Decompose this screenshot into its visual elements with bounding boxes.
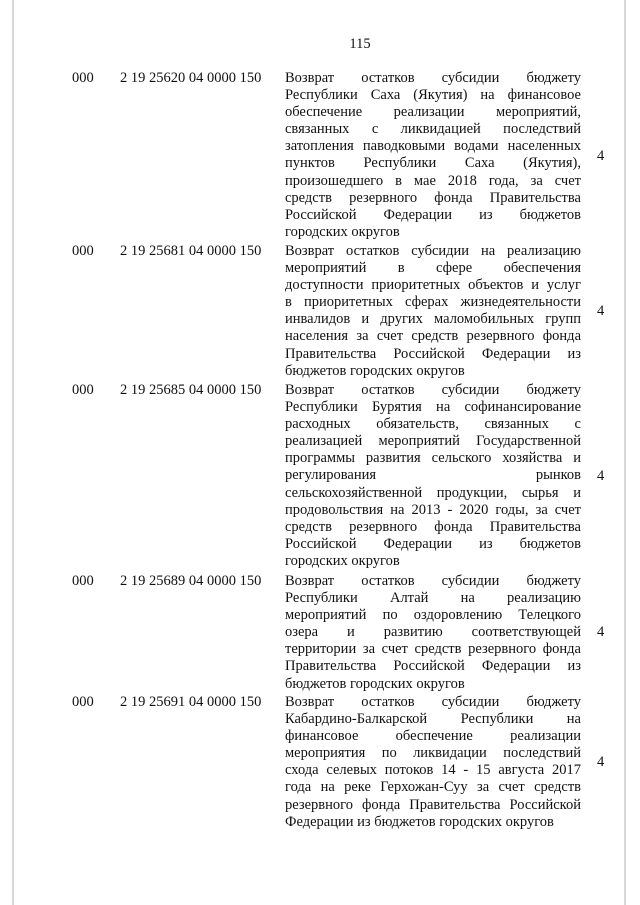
description-line: Возврат остатков субсидии на реализацию [285, 243, 581, 259]
description-line: пунктов Республики Саха (Якутия), [285, 155, 581, 172]
description-line: Правительства Российской Федерации из [285, 345, 581, 362]
description-line: реализацией мероприятий Государственной [285, 433, 581, 450]
admin-code: 000 [72, 243, 94, 259]
description-line: городских округов [285, 223, 400, 240]
description-line: резервного фонда Правительства Российской [285, 796, 581, 813]
description-line: Федерации из бюджетов городских округов [285, 813, 554, 830]
description-line: затопления паводковыми водами населенных [285, 138, 581, 155]
income-description [285, 694, 581, 831]
description-line: произошедшего в мае 2018 года, за счет [285, 172, 581, 189]
income-description [285, 70, 581, 241]
row-number: 4 [597, 303, 605, 319]
description-line: Возврат остатков субсидии бюджету [285, 70, 581, 86]
description-line: Российской Федерации из бюджетов [285, 206, 581, 223]
description-line: Республики Саха (Якутия) на финансовое [285, 87, 581, 104]
description-line: продовольствия на 2013 - 2020 годы, за счет [285, 501, 581, 518]
description-line: средств резервного фонда Правительства [285, 189, 581, 206]
admin-code: 000 [72, 70, 94, 86]
income-description [285, 243, 581, 380]
description-line: Кабардино-Балкарской Республики на [285, 711, 581, 728]
budget-classification-code: 2 19 25685 04 0000 150 [120, 382, 262, 398]
description-line: мероприятия по ликвидации последствий [285, 745, 581, 762]
description-line: Республики Бурятия на софинансирование [285, 399, 581, 416]
description-line: Возврат остатков субсидии бюджету [285, 382, 581, 398]
description-line: программы развития сельского хозяйства и [285, 450, 581, 467]
income-description [285, 573, 581, 693]
budget-classification-code: 2 19 25689 04 0000 150 [120, 573, 262, 589]
scan-edge-right [624, 0, 626, 905]
description-line: Российской Федерации из бюджетов [285, 535, 581, 552]
scan-edge-left [12, 0, 14, 905]
description-line: инвалидов и других маломобильных групп [285, 311, 581, 328]
description-line: регулирования рынков [285, 467, 581, 484]
description-line: доступности приоритетных объектов и услуг [285, 277, 581, 294]
description-line: Республики Алтай на реализацию [285, 590, 581, 607]
budget-classification-code: 2 19 25620 04 0000 150 [120, 70, 262, 86]
description-line: озера и развитию соответствующей [285, 624, 581, 641]
budget-classification-code: 2 19 25691 04 0000 150 [120, 694, 262, 710]
description-line: населения за счет средств резервного фонда [285, 328, 581, 345]
description-line: мероприятий по оздоровлению Телецкого [285, 607, 581, 624]
description-line: расходных обязательств, связанных с [285, 416, 581, 433]
description-line: территории за счет средств резервного фонда [285, 641, 581, 658]
description-line: схода селевых потоков 14 - 15 августа 2017 [285, 762, 581, 779]
admin-code: 000 [72, 382, 94, 398]
income-description [285, 382, 581, 570]
description-line: обеспечение реализации мероприятий, [285, 104, 581, 121]
description-line: года на реке Герхожан-Суу за счет средств [285, 779, 581, 796]
description-line: бюджетов городских округов [285, 675, 465, 692]
description-line: Правительства Российской Федерации из [285, 658, 581, 675]
admin-code: 000 [72, 573, 94, 589]
description-line: финансовое обеспечение реализации [285, 728, 581, 745]
description-line: сельскохозяйственной продукции, сырья и [285, 484, 581, 501]
description-line: бюджетов городских округов [285, 362, 465, 379]
row-number: 4 [597, 148, 605, 164]
description-line: в приоритетных сферах жизнедеятельности [285, 294, 581, 311]
description-line: мероприятий в сфере обеспечения [285, 260, 581, 277]
page-number: 115 [349, 36, 371, 52]
row-number: 4 [597, 624, 605, 640]
description-line: Возврат остатков субсидии бюджету [285, 694, 581, 710]
description-line: Возврат остатков субсидии бюджету [285, 573, 581, 589]
description-line: связанных с ликвидацией последствий [285, 121, 581, 138]
row-number: 4 [597, 468, 605, 484]
budget-classification-code: 2 19 25681 04 0000 150 [120, 243, 262, 259]
description-line: средств резервного фонда Правительства [285, 518, 581, 535]
description-line: городских округов [285, 552, 400, 569]
admin-code: 000 [72, 694, 94, 710]
row-number: 4 [597, 754, 605, 770]
